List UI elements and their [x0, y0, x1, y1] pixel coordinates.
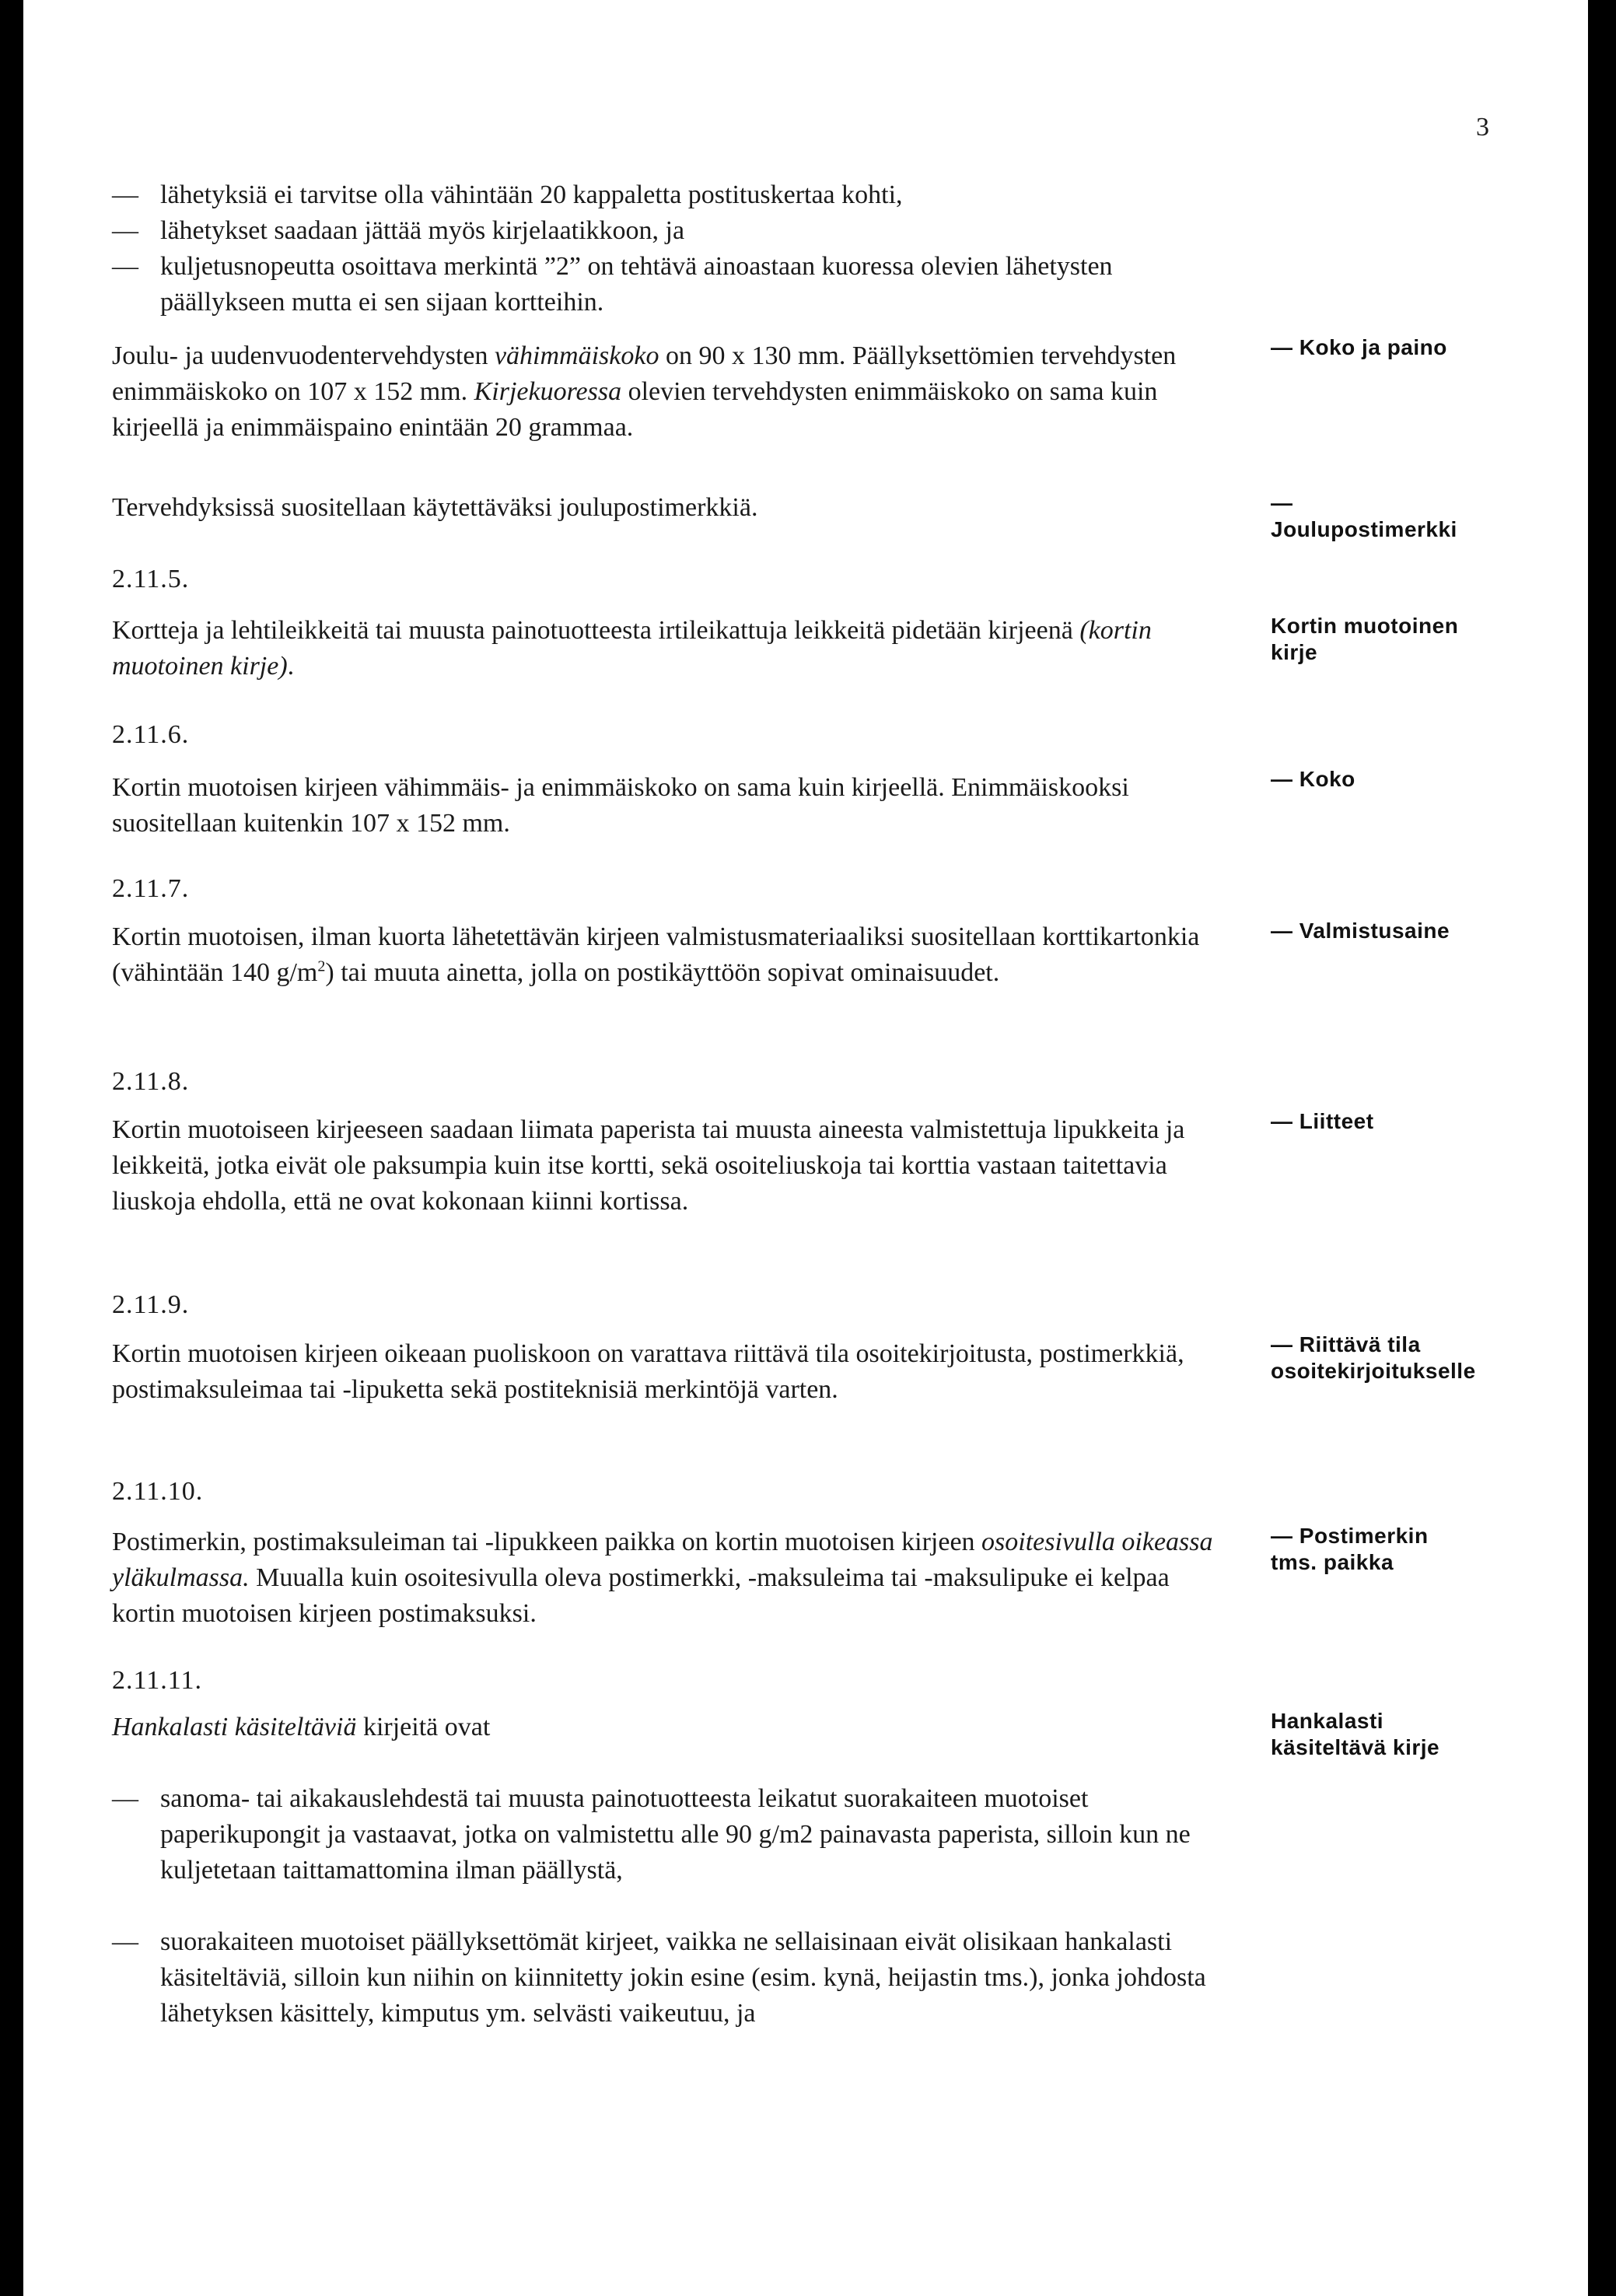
margin-note-hankalasti: Hankalasti käsiteltävä kirje [1271, 1709, 1440, 1759]
dash-marker: — [112, 1784, 138, 1813]
margin-note-koko: — Koko [1271, 767, 1355, 791]
emphasis-osoitesivulla: osoitesivulla oikeassa yläkulmassa. [112, 1528, 1213, 1592]
paragraph-tervehdyksissa: Tervehdyksissä suositellaan käytettäväksi joulupostimerkkiä. [112, 493, 758, 522]
section-text-2-11-7: Kortin muotoisen, ilman kuorta lähetettävän kirjeen valmistusmateriaaliksi suositellaan korttikartonkia (vähintään 140 $g/m^2$) tai muuta ainetta, jolla on postikäyttöön sopivat ominaisuudet. [112, 922, 1200, 987]
list-item-kupongit: — sanoma- tai aikakauslehdestä tai muusta painotuotteesta leikatut suorakaiteen muotoiset paperikupongit ja vastaavat, jotka on valmistettu alle 90 g/m2 painavasta paperista, silloin kun ne kuljetetaan taittamattomina ilman päällystä, [112, 1781, 1232, 1888]
section-number-2-11-9: 2.11.9. [112, 1290, 190, 1319]
section-number-2-11-10: 2.11.10. [112, 1477, 204, 1506]
emphasis-vahimmaiskoko: vähimmäiskoko [494, 341, 659, 370]
section-text-2-11-8: Kortin muotoiseen kirjeeseen saadaan liimata paperista tai muusta aineesta valmistettuja lipukkeita ja leikkeitä, jotka eivät ole paksumpia kuin itse kortti, sekä osoiteliuskoja tai korttia vastaan taitettavia liuskoja ehdolla, että ne ovat kokonaan kiinni kortissa. [112, 1115, 1185, 1216]
emphasis-hankalasti: Hankalasti käsiteltäviä [112, 1713, 357, 1741]
intro-item-1: — lähetyksiä ei tarvitse olla vähintään 20 kappaletta postituskertaa kohti, [112, 177, 1232, 213]
emphasis-kirjekuoressa: Kirjekuoressa [474, 377, 622, 406]
dash-marker: — [112, 252, 138, 281]
margin-note-kortin-muotoinen: Kortin muotoinen kirje [1271, 614, 1459, 664]
scan-border-right [1588, 0, 1616, 2296]
section-text-2-11-5: Kortteja ja lehtileikkeitä tai muusta painotuotteesta irtileikattuja leikkeitä pidetään kirjeenä (kortin muotoinen kirje). [112, 616, 1152, 681]
section-number-2-11-6: 2.11.6. [112, 720, 190, 749]
dash-marker: — [112, 180, 138, 209]
section-text-2-11-11: Hankalasti käsiteltäviä kirjeitä ovat [112, 1713, 491, 1741]
emphasis-kortin-muotoinen: (kortin muotoinen kirje) [112, 616, 1152, 681]
margin-note-valmistusaine: — Valmistusaine [1271, 919, 1450, 943]
margin-note-koko-paino: — Koko ja paino [1271, 335, 1447, 359]
dash-marker: — [112, 1927, 138, 1956]
section-number-2-11-11: 2.11.11. [112, 1666, 202, 1695]
margin-note-postimerkin-paikka: — Postimerkin tms. paikka [1271, 1524, 1429, 1574]
section-number-2-11-7: 2.11.7. [112, 874, 190, 903]
section-number-2-11-5: 2.11.5. [112, 565, 190, 593]
page-number: 3 [1476, 113, 1489, 142]
paragraph-joulu: Joulu- ja uudenvuodentervehdysten vähimmäiskoko on 90 x 130 mm. Päällyksettömien tervehdysten enimmäiskoko on 107 x 152 mm. Kirjekuoressa olevien tervehdysten enimmäiskoko on sama kuin kirjeellä ja enimmäispaino enintään 20 grammaa. [112, 341, 1177, 442]
margin-note-joulupostimerkki: — Joulupostimerkki [1271, 491, 1457, 541]
dash-marker: — [112, 216, 138, 245]
margin-note-liitteet: — Liitteet [1271, 1109, 1374, 1133]
intro-item-3: — kuljetusnopeutta osoittava merkintä ”2” on tehtävä ainoastaan kuoressa olevien lähetysten päällykseen mutta ei sen sijaan kortteihin. [112, 249, 1232, 320]
section-text-2-11-6: Kortin muotoisen kirjeen vähimmäis- ja enimmäiskoko on sama kuin kirjeellä. Enimmäiskooksi suositellaan kuitenkin 107 x 152 mm. [112, 773, 1129, 838]
scan-border-left [0, 0, 23, 2296]
margin-note-riittava-tila: — Riittävä tila osoitekirjoitukselle [1271, 1332, 1476, 1383]
list-item-paallyksettomat: — suorakaiteen muotoiset päällyksettömät kirjeet, vaikka ne sellaisinaan eivät olisikaan hankalasti käsiteltäviä, silloin kun niihin on kiinnitetty jokin esine (esim. kynä, heijastin tms.), jonka johdosta lähetyksen käsittely, kimputus ym. selvästi vaikeutuu, ja [112, 1924, 1232, 2032]
section-number-2-11-8: 2.11.8. [112, 1067, 190, 1096]
intro-item-2: — lähetykset saadaan jättää myös kirjelaatikkoon, ja [112, 213, 1232, 249]
section-text-2-11-10: Postimerkin, postimaksuleiman tai -lipukkeen paikka on kortin muotoisen kirjeen osoitesivulla oikeassa yläkulmassa. Muualla kuin osoitesivulla oleva postimerkki, -maksuleima tai -maksulipuke ei kelpaa kortin muotoisen kirjeen postimaksuksi. [112, 1528, 1213, 1628]
section-text-2-11-9: Kortin muotoisen kirjeen oikeaan puoliskoon on varattava riittävä tila osoitekirjoitusta, postimerkkiä, postimaksuleimaa tai -lipuketta sekä postiteknisiä merkintöjä varten. [112, 1339, 1184, 1404]
